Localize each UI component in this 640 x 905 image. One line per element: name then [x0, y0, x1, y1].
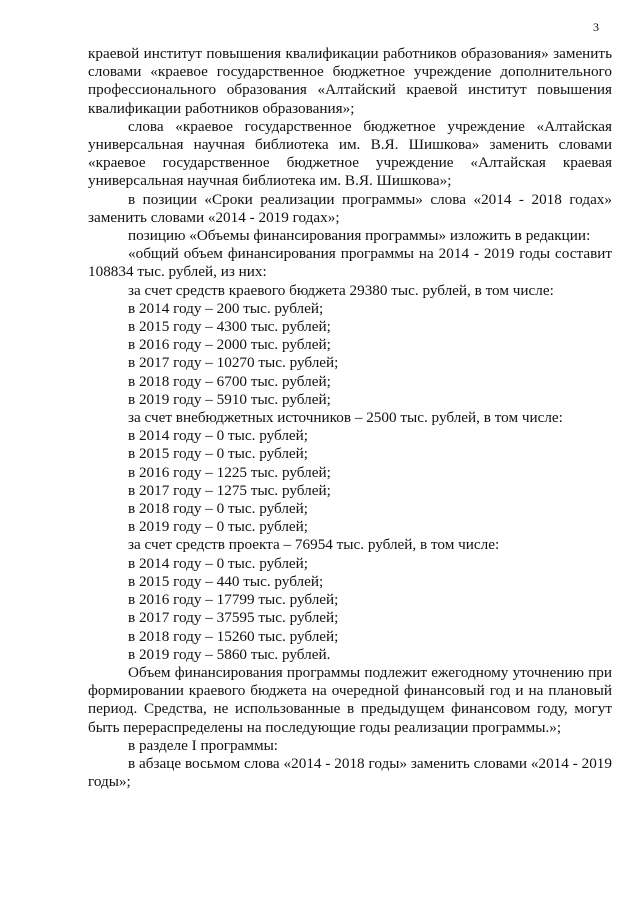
list-item: в 2017 году – 1275 тыс. рублей; [128, 481, 331, 499]
paragraph-section-one: в разделе I программы: [128, 736, 278, 754]
list-item: в 2014 году – 200 тыс. рублей; [128, 299, 324, 317]
extrabudget-heading: за счет внебюджетных источников – 2500 тыс. рублей, в том числе: [128, 409, 563, 427]
paragraph-total-financing: «общий объем финансирования программы на 2014 - 2019 годы составит 108834 тыс. рублей, из них: [88, 245, 612, 281]
list-item: в 2019 году – 5910 тыс. рублей; [128, 390, 331, 408]
list-item: в 2016 году – 1225 тыс. рублей; [128, 463, 331, 481]
paragraph-terms-position: в позиции «Сроки реализации программы» слова «2014 - 2018 годах» заменить словами «2014 - 2019 годах»; [88, 190, 612, 226]
list-item: в 2017 году – 10270 тыс. рублей; [128, 354, 339, 372]
list-item: в 2018 году – 15260 тыс. рублей; [128, 627, 339, 645]
page-number: 3 [593, 20, 599, 34]
list-item: в 2018 году – 0 тыс. рублей; [128, 500, 309, 518]
list-item: в 2015 году – 4300 тыс. рублей; [128, 318, 331, 336]
paragraph-financing-position: позицию «Объемы финансирования программы» изложить в редакции: [128, 227, 591, 245]
list-item: в 2016 году – 17799 тыс. рублей; [128, 591, 339, 609]
extrabudget-section [88, 409, 612, 536]
list-item: в 2019 году – 5860 тыс. рублей. [128, 645, 331, 663]
list-item: в 2017 году – 37595 тыс. рублей; [128, 609, 339, 627]
project-heading: за счет средств проекта – 76954 тыс. рублей, в том числе: [128, 536, 500, 554]
budget-heading: за счет средств краевого бюджета 29380 тыс. рублей, в том числе: [128, 281, 554, 299]
list-item: в 2015 году – 440 тыс. рублей; [128, 572, 324, 590]
document-body [88, 45, 612, 791]
list-item: в 2019 году – 0 тыс. рублей; [128, 518, 309, 536]
paragraph-financing-clarification: Объем финансирования программы подлежит ежегодному уточнению при формировании краевого бюджета на очередной финансовый год и на плановый период. Средства, не использованные в предыдущем финансовом году, могут быть перераспределены на последующие годы реализации программы.»; [88, 663, 612, 736]
paragraph-institute-rename: краевой институт повышения квалификации работников образования» заменить словами «краевое государственное бюджетное учреждение дополнительного профессионального образования «Алтайский краевой институт повышения квалификации работников образования»; [88, 45, 612, 117]
list-item: в 2016 году – 2000 тыс. рублей; [128, 336, 331, 354]
budget-section [88, 282, 612, 409]
list-item: в 2018 году – 6700 тыс. рублей; [128, 372, 331, 390]
project-section [88, 536, 612, 663]
list-item: в 2014 году – 0 тыс. рублей; [128, 427, 309, 445]
list-item: в 2015 году – 0 тыс. рублей; [128, 445, 309, 463]
paragraph-library-rename: слова «краевое государственное бюджетное учреждение «Алтайская универсальная научная библиотека им. В.Я. Шишкова» заменить словами «краевое государственное бюджетное учреждение «Алтайская краевая универсальная научная библиотека им. В.Я. Шишкова»; [88, 117, 612, 190]
paragraph-eighth-clause: в абзаце восьмом слова «2014 - 2018 годы» заменить словами «2014 - 2019 годы»; [88, 754, 612, 791]
list-item: в 2014 году – 0 тыс. рублей; [128, 554, 309, 572]
